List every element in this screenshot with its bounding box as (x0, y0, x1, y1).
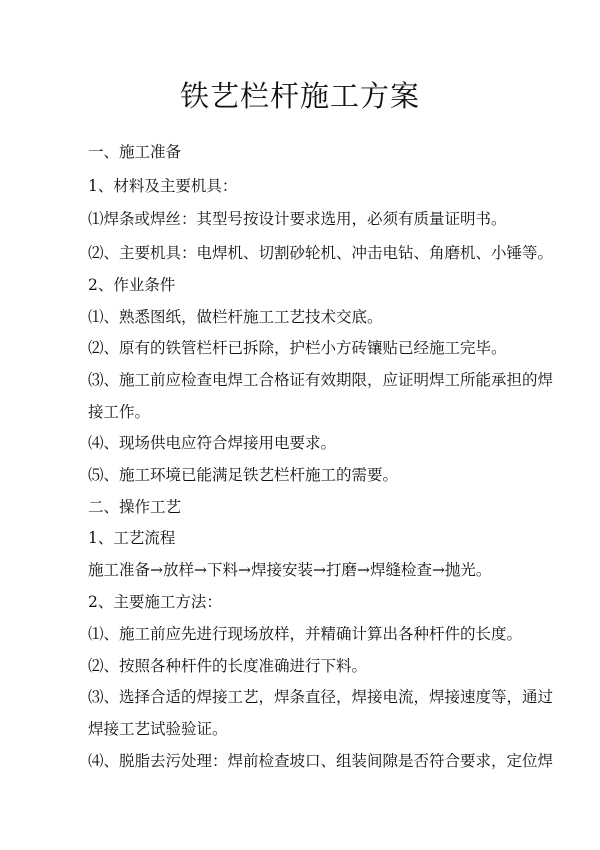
section-heading-operation: 二、操作工艺 (88, 498, 182, 516)
paragraph-line: ⑷、现场供电应符合焊接用电要求。 (88, 434, 337, 452)
subheading-process-flow: 1、工艺流程 (88, 529, 176, 547)
section-heading-preparation: 一、施工准备 (88, 143, 182, 161)
paragraph-line: 施工准备→放样→下料→焊接安装→打磨→焊缝检查→抛光。 (88, 561, 492, 579)
paragraph-line: ⑵、按照各种杆件的长度准确进行下料。 (88, 657, 368, 675)
subheading-methods: 2、主要施工方法： (88, 593, 222, 611)
paragraph-line: 焊接工艺试验验证。 (88, 720, 228, 738)
paragraph-line: ⑸、施工环境已能满足铁艺栏杆施工的需要。 (88, 466, 399, 484)
paragraph-line: ⑴焊条或焊丝：其型号按设计要求选用，必须有质量证明书。 (88, 210, 507, 228)
paragraph-line: ⑶、选择合适的焊接工艺，焊条直径，焊接电流，焊接速度等，通过 (88, 688, 554, 706)
paragraph-line: ⑵、主要机具：电焊机、切割砂轮机、冲击电钻、角磨机、小锤等。 (88, 244, 554, 262)
paragraph-line: ⑶、施工前应检查电焊工合格证有效期限，应证明焊工所能承担的焊 (88, 371, 554, 389)
paragraph-line: ⑷、脱脂去污处理：焊前检查坡口、组装间隙是否符合要求，定位焊 (88, 752, 554, 770)
subheading-materials: 1、材料及主要机具： (88, 177, 238, 195)
document-title: 铁艺栏杆施工方案 (179, 79, 420, 113)
subheading-conditions: 2、作业条件 (88, 276, 176, 294)
paragraph-line: ⑴、熟悉图纸，做栏杆施工工艺技术交底。 (88, 308, 383, 326)
paragraph-line: ⑵、原有的铁管栏杆已拆除，护栏小方砖镶贴已经施工完毕。 (88, 339, 507, 357)
paragraph-line: ⑴、施工前应先进行现场放样，并精确计算出各种杆件的长度。 (88, 625, 523, 643)
paragraph-line: 接工作。 (88, 403, 151, 421)
